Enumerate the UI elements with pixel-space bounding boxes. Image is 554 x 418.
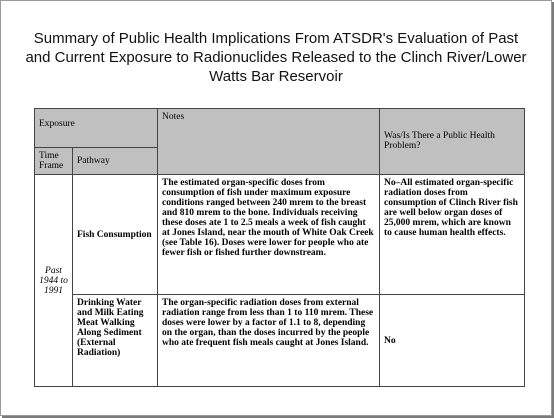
table-row (35, 175, 525, 295)
notes-cell: The organ-specific radiation doses from external radiation range from less than 1 to 110 mrem. These doses were lower by a factor of 1.1 to 8, depending on the organ, than the doses incurred by the people who ate frequent fish meals caught at Jones Island. (158, 295, 380, 387)
pathway-cell: Fish Consumption (73, 175, 158, 295)
header-notes: Notes (158, 109, 380, 175)
header-pathway: Pathway (73, 148, 158, 175)
slide-title: Summary of Public Health Implications From ATSDR's Evaluation of Past and Current Exposure to Radionuclides Released to the Clinch River/Lower Watts Bar Reservoir (25, 30, 527, 85)
time-frame-cell: Past 1944 to 1991 (35, 175, 73, 387)
pathway-cell: Drinking Water and Milk Eating Meat Walking Along Sediment (External Radiation) (73, 295, 158, 387)
table-row (35, 295, 525, 387)
header-time-frame: Time Frame (35, 148, 73, 175)
problem-cell: No–All estimated organ-specific radiation doses from consumption of Clinch River fish are well below organ doses of 25,000 mrem, which are known to cause human health effects. (380, 175, 525, 295)
header-exposure: Exposure (35, 109, 158, 148)
notes-cell: The estimated organ-specific doses from consumption of fish under maximum exposure conditions ranged between 240 mrem to the breast and 810 mrem to the bone. Individuals receiving these doses ate 1 to 2.5 meals a week of fish caught at Jones Island, near the mouth of White Oak Creek (see Table 16). Doses were lower for people who ate fewer fish or fished further downstream. (158, 175, 380, 295)
problem-cell: No (380, 295, 525, 387)
header-problem: Was/Is There a Public Health Problem? (380, 109, 525, 175)
summary-table (34, 108, 525, 387)
